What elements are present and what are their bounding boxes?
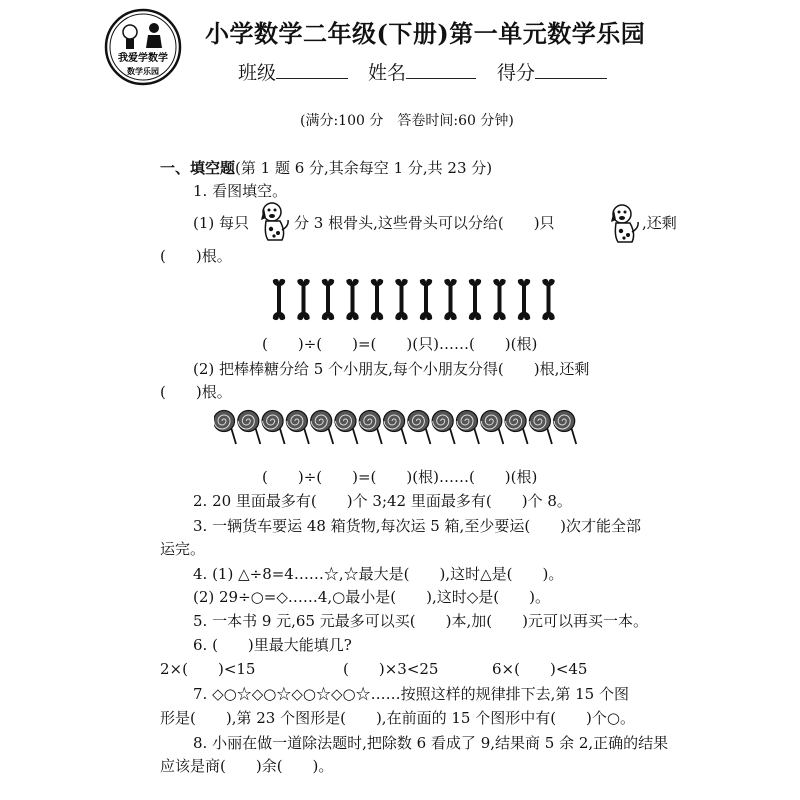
q1-1-text-a: (1) 每只: [193, 214, 250, 232]
bone-icon: [444, 279, 456, 320]
bone-icon: [395, 279, 407, 320]
q1-1-equation: ( )÷( )=( )(只)……( )(根): [262, 335, 538, 353]
lollipop-icon: [262, 411, 285, 445]
lollipop-icon: [384, 411, 407, 445]
lollipop-icon: [505, 411, 527, 445]
section-title: 一、填空题: [160, 159, 236, 177]
q6-item-1: 2×( )<15: [160, 660, 256, 678]
bone-icon: [346, 279, 358, 320]
logo-badge-icon: [104, 8, 182, 86]
q1-title: 1. 看图填空。: [193, 182, 288, 200]
lollipop-icon: [554, 411, 577, 445]
q6: 6. ( )里最大能填几?: [193, 636, 352, 654]
bone-icon: [469, 279, 481, 320]
section-heading: [160, 157, 492, 178]
score-label: 得分: [497, 62, 536, 84]
q1-2-equation: ( )÷( )=( )(根)……( )(根): [262, 468, 538, 486]
class-blank[interactable]: [276, 62, 348, 79]
q4-line1: 4. (1) △÷8=4……☆,☆最大是( ),这时△是( )。: [193, 565, 564, 583]
section-note: (第 1 题 6 分,其余每空 1 分,共 23 分): [235, 159, 493, 177]
bone-icon: [420, 279, 432, 320]
bone-icon: [518, 279, 530, 320]
q6-item-2: ( )×3<25: [343, 660, 439, 678]
exam-meta: (满分:100 分 答卷时间:60 分钟): [300, 113, 514, 129]
lollipop-icon: [457, 411, 480, 445]
score-blank[interactable]: [535, 62, 607, 79]
lollipop-icon: [238, 411, 260, 445]
lollipop-icon: [335, 411, 358, 445]
q1-1-text-b: 分 3 根骨头,这些骨头可以分给( )只: [294, 214, 555, 232]
bone-icon: [297, 279, 309, 320]
lollipop-icon: [529, 411, 552, 445]
dog-icon: [608, 202, 642, 244]
q1-1-text-c: ,还剩: [642, 214, 677, 232]
lollipop-icon: [408, 411, 431, 445]
logo-text-line1: 我爱学数学: [118, 53, 168, 64]
class-field: [238, 58, 348, 85]
q1-1-text-d: ( )根。: [160, 247, 232, 265]
class-label: 班级: [238, 62, 277, 84]
lollipop-icon: [311, 411, 334, 445]
lollipop-icon: [214, 411, 236, 445]
q8-line2: 应该是商( )余( )。: [160, 757, 334, 775]
dog-icon: [258, 200, 292, 242]
lollipops-group: [214, 408, 594, 448]
logo-text-line2: 数学乐园: [127, 67, 159, 76]
q6-item-3: 6×( )<45: [492, 660, 588, 678]
bone-icon: [273, 279, 285, 320]
q1-2-text-b: ( )根。: [160, 383, 232, 401]
bone-icon: [322, 279, 334, 320]
lollipop-icon: [286, 411, 309, 445]
page-title: 小学数学二年级(下册)第一单元数学乐园: [205, 19, 646, 48]
lollipop-icon: [481, 411, 504, 445]
bone-icon: [371, 279, 383, 320]
name-label: 姓名: [368, 62, 407, 84]
name-blank[interactable]: [406, 62, 476, 79]
bone-icon: [493, 279, 505, 320]
q1-2-text-a: (2) 把棒棒糖分给 5 个小朋友,每个小朋友分得( )根,还剩: [193, 360, 590, 378]
q3-line1: 3. 一辆货车要运 48 箱货物,每次运 5 箱,至少要运( )次才能全部: [193, 517, 642, 535]
lollipop-icon: [359, 411, 382, 445]
q8-line1: 8. 小丽在做一道除法题时,把除数 6 看成了 9,结果商 5 余 2,正确的结果: [193, 734, 669, 752]
bone-icon: [542, 279, 554, 320]
lollipop-icon: [432, 411, 455, 445]
q5: 5. 一本书 9 元,65 元最多可以买( )本,加( )元可以再买一本。: [193, 612, 648, 630]
bones-group: [265, 278, 585, 322]
q7-line1: 7. ◇○☆◇○☆◇○☆◇○☆……按照这样的规律排下去,第 15 个图: [193, 685, 629, 703]
q3-line2: 运完。: [160, 540, 206, 558]
q2: 2. 20 里面最多有( )个 3;42 里面最多有( )个 8。: [193, 492, 572, 510]
name-field: [368, 58, 476, 85]
q7-line2: 形是( ),第 23 个图形是( ),在前面的 15 个图形中有( )个○。: [160, 709, 635, 727]
q4-line2: (2) 29÷○=◇……4,○最小是( ),这时◇是( )。: [193, 588, 550, 606]
score-field: [497, 58, 607, 85]
